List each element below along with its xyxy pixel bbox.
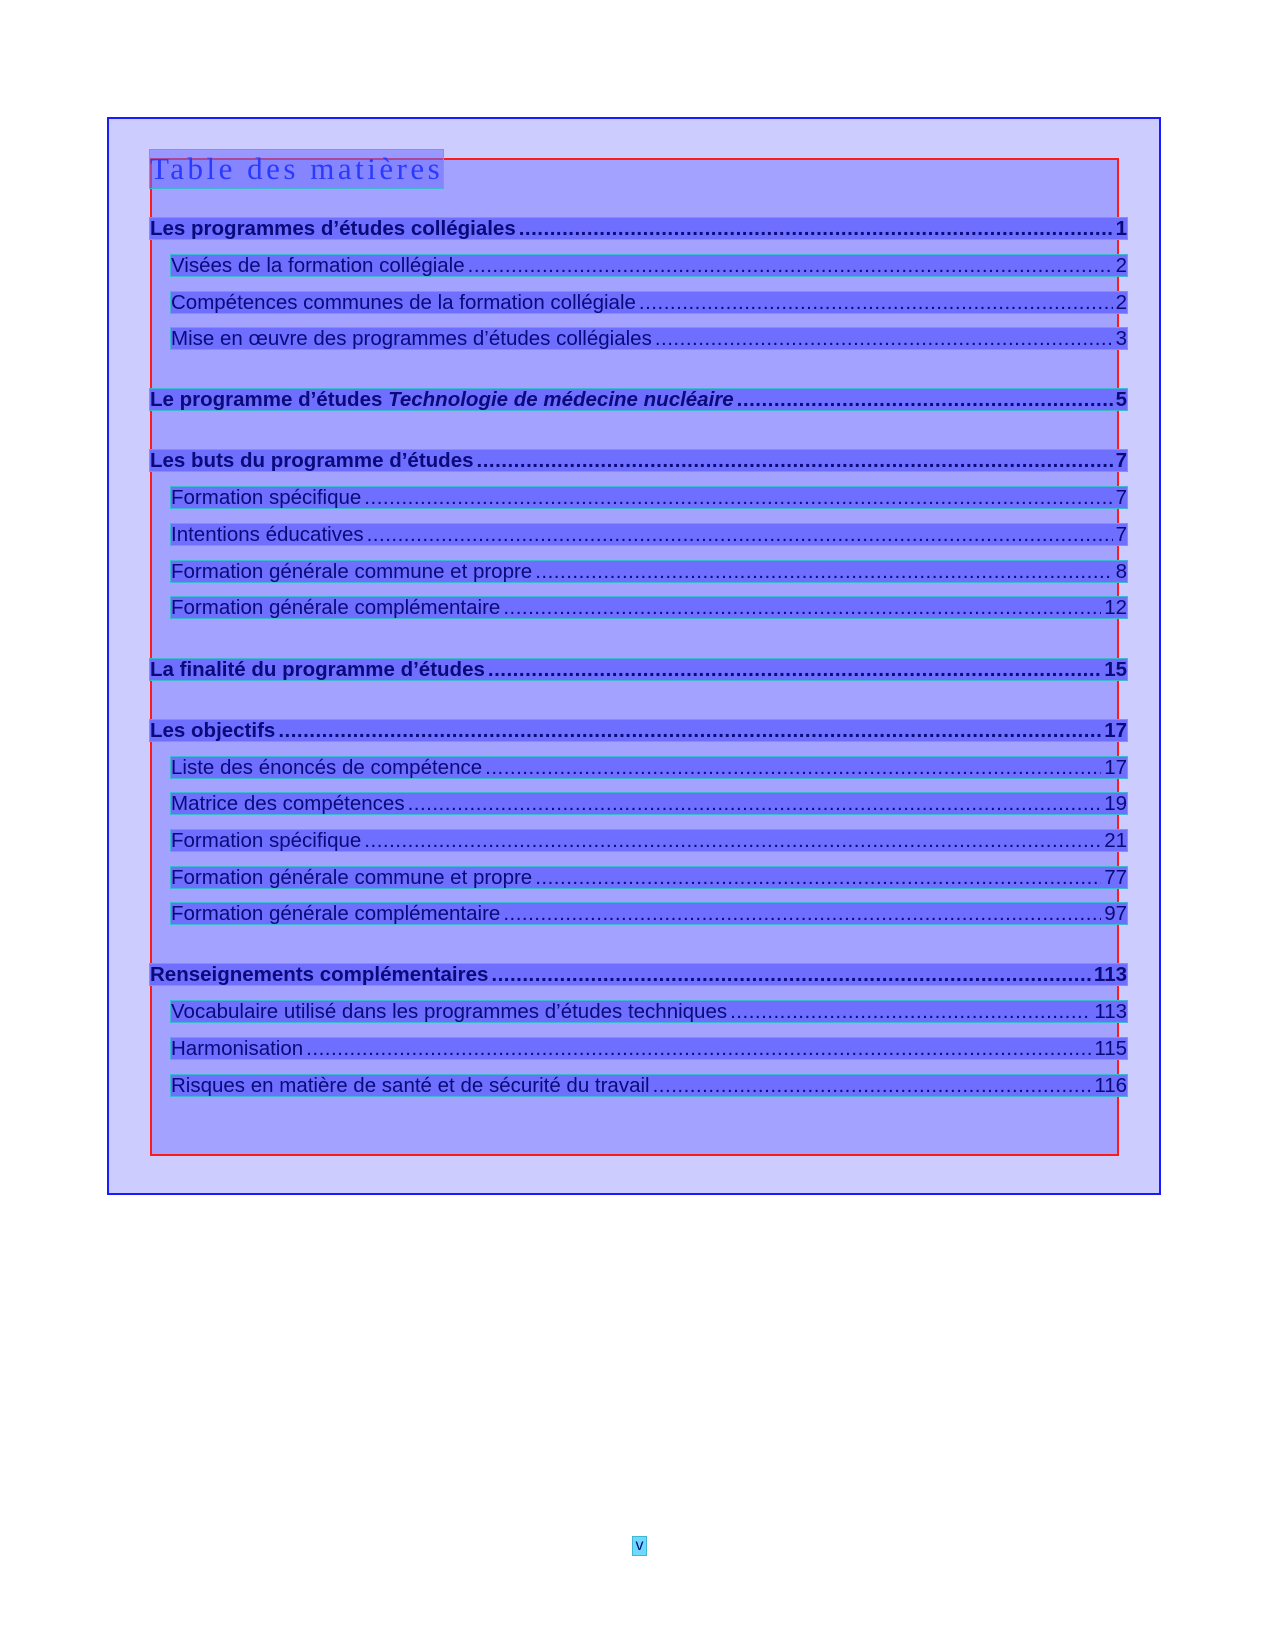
toc-entry[interactable] — [171, 255, 1127, 276]
toc-entry[interactable] — [171, 561, 1127, 582]
dot-leader — [535, 561, 1112, 582]
toc-entry-label: Formation générale complémentaire — [171, 902, 501, 925]
toc-entry-label: Renseignements complémentaires — [150, 963, 489, 986]
toc-entry-page: 5 — [1115, 388, 1127, 411]
toc-entry[interactable] — [171, 524, 1127, 545]
toc-entry-page: 7 — [1115, 449, 1127, 472]
toc-entry-label: Intentions éducatives — [171, 523, 364, 546]
toc-entry-page: 97 — [1104, 902, 1127, 925]
toc-entry-label: Les objectifs — [150, 719, 276, 742]
toc-entry-label-prefix: Le programme d’études — [150, 388, 389, 411]
toc-entry[interactable] — [171, 597, 1127, 618]
toc-entry[interactable] — [150, 389, 1127, 410]
toc-entry-page: 17 — [1104, 756, 1127, 779]
toc-entry-page: 7 — [1115, 486, 1127, 509]
dot-leader — [488, 659, 1101, 680]
dot-leader — [639, 292, 1113, 313]
toc-entry-label: Matrice des compétences — [171, 792, 405, 815]
toc-entry-page: 115 — [1094, 1037, 1127, 1060]
dot-leader — [730, 1001, 1091, 1022]
toc-entry-label: Vocabulaire utilisé dans les programmes d’études techniques — [171, 1000, 728, 1023]
toc-entry-page: 2 — [1115, 254, 1127, 277]
toc-entry-label: Compétences communes de la formation collégiale — [171, 291, 636, 314]
dot-leader — [519, 218, 1113, 239]
toc-entry-label: Formation générale complémentaire — [171, 596, 501, 619]
dot-leader — [364, 487, 1112, 508]
toc-entry[interactable] — [150, 450, 1127, 471]
toc-entry[interactable] — [171, 830, 1127, 851]
toc-entry-page: 21 — [1104, 829, 1127, 852]
toc-entry-label: Visées de la formation collégiale — [171, 254, 465, 277]
toc-entry-page: 113 — [1093, 963, 1127, 986]
dot-leader — [653, 1075, 1092, 1096]
dot-leader — [408, 793, 1102, 814]
toc-entry-page: 2 — [1115, 291, 1127, 314]
dot-leader — [364, 830, 1101, 851]
toc-entry[interactable] — [171, 328, 1127, 349]
dot-leader — [306, 1038, 1091, 1059]
toc-entry-label: La finalité du programme d’études — [150, 658, 485, 681]
toc-entry-label — [150, 389, 734, 410]
dot-leader — [477, 450, 1113, 471]
toc-entry-label: Formation spécifique — [171, 486, 362, 509]
toc-entry-page: 1 — [1115, 217, 1127, 240]
toc-entry-label: Les buts du programme d’études — [150, 449, 474, 472]
dot-leader — [491, 964, 1091, 985]
toc-entry[interactable] — [171, 1075, 1127, 1096]
dot-leader — [737, 389, 1113, 410]
toc-entry[interactable] — [150, 720, 1127, 741]
dot-leader — [503, 903, 1101, 924]
toc-entry-label: Formation spécifique — [171, 829, 362, 852]
toc-entry[interactable] — [150, 659, 1127, 680]
toc-entry[interactable] — [171, 487, 1127, 508]
toc-entry[interactable] — [150, 218, 1127, 239]
toc-entry-page: 3 — [1115, 327, 1127, 350]
toc-entry[interactable] — [150, 964, 1127, 985]
toc-entry-page: 7 — [1115, 523, 1127, 546]
toc-title: Table des matières — [150, 151, 444, 186]
toc-entry-page: 15 — [1104, 658, 1127, 681]
toc-entry[interactable] — [171, 292, 1127, 313]
toc-entry-page: 19 — [1104, 792, 1127, 815]
dot-leader — [485, 757, 1101, 778]
dot-leader — [535, 867, 1101, 888]
toc-entry-page: 17 — [1104, 719, 1127, 742]
toc-entry-page: 8 — [1115, 560, 1127, 583]
toc-entry-page: 77 — [1104, 866, 1127, 889]
page-number: v — [633, 1537, 646, 1555]
toc-entry[interactable] — [171, 793, 1127, 814]
toc-entry[interactable] — [171, 1038, 1127, 1059]
toc-entry-page: 12 — [1104, 596, 1127, 619]
toc-entry-label: Formation générale commune et propre — [171, 560, 533, 583]
toc-entry-label: Risques en matière de santé et de sécurité du travail — [171, 1074, 650, 1097]
toc-entry-label: Liste des énoncés de compétence — [171, 756, 483, 779]
dot-leader — [503, 597, 1101, 618]
toc-entry-label: Les programmes d’études collégiales — [150, 217, 516, 240]
toc-entry-label: Formation générale commune et propre — [171, 866, 533, 889]
toc-entry-label: Harmonisation — [171, 1037, 304, 1060]
dot-leader — [468, 255, 1113, 276]
dot-leader — [655, 328, 1113, 349]
dot-leader — [278, 720, 1101, 741]
dot-leader — [367, 524, 1113, 545]
toc-entry[interactable] — [171, 1001, 1127, 1022]
program-name: Technologie de médecine nucléaire — [388, 388, 734, 411]
toc-entry-label: Mise en œuvre des programmes d’études collégiales — [171, 327, 652, 350]
toc-entry-page: 113 — [1094, 1000, 1127, 1023]
toc-entry[interactable] — [171, 903, 1127, 924]
toc-entry[interactable] — [171, 867, 1127, 888]
toc-entry-page: 116 — [1094, 1074, 1127, 1097]
toc-entry[interactable] — [171, 757, 1127, 778]
